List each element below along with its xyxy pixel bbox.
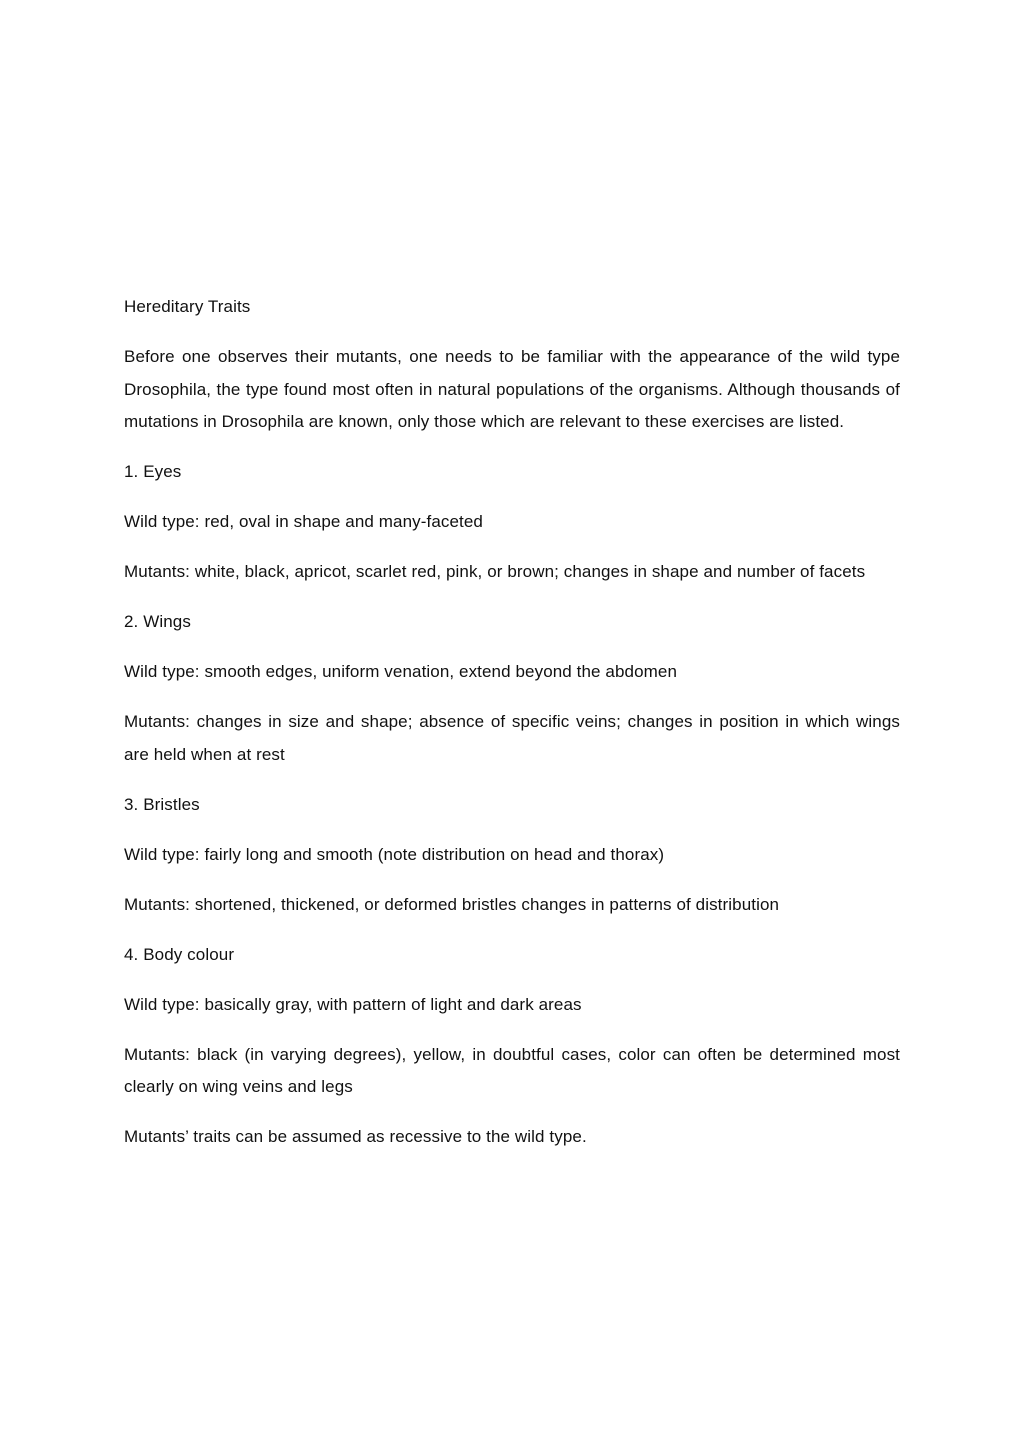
wings-mutants: Mutants: changes in size and shape; absence of specific veins; changes in position in which wings are held when at rest: [124, 712, 900, 764]
wings-wild-type: Wild type: smooth edges, uniform venation, extend beyond the abdomen: [124, 662, 678, 681]
section-heading-body-colour: 4. Body colour: [124, 944, 235, 964]
section-heading-bristles: 3. Bristles: [124, 794, 200, 814]
document-title: Hereditary Traits: [124, 297, 251, 316]
document-page: [124, 291, 900, 1171]
bristles-mutants: Mutants: shortened, thickened, or deformed bristles changes in patterns of distribution: [124, 894, 780, 914]
eyes-wild-type: Wild type: red, oval in shape and many-faceted: [124, 512, 483, 531]
eyes-mutants: Mutants: white, black, apricot, scarlet red, pink, or brown; changes in shape and number of facets: [124, 562, 866, 581]
intro-paragraph: Before one observes their mutants, one needs to be familiar with the appearance of the wild type Drosophila, the type found most often in natural populations of the organisms. Although thousands of mutations in Drosophila are known, only those which are relevant to these exercises are listed.: [124, 347, 900, 431]
conclusion-paragraph: Mutants’ traits can be assumed as recessive to the wild type.: [124, 1127, 587, 1146]
body-colour-wild-type: Wild type: basically gray, with pattern of light and dark areas: [124, 994, 582, 1014]
bristles-wild-type: Wild type: fairly long and smooth (note distribution on head and thorax): [124, 844, 665, 864]
body-colour-mutants: Mutants: black (in varying degrees), yellow, in doubtful cases, color can often be determined most clearly on wing veins and legs: [124, 1044, 900, 1096]
section-heading-eyes: 1. Eyes: [124, 462, 182, 481]
section-heading-wings: 2. Wings: [124, 612, 191, 631]
